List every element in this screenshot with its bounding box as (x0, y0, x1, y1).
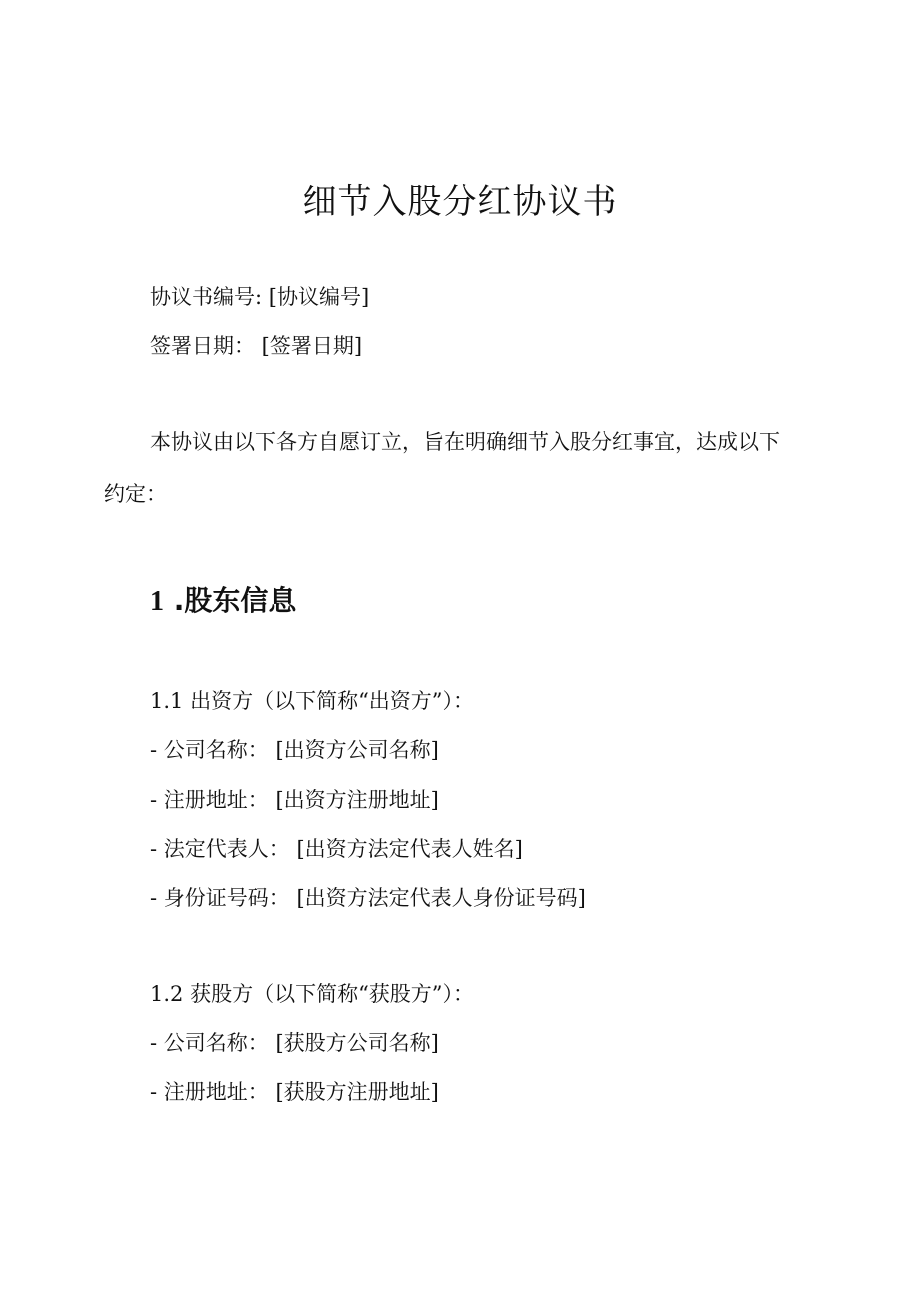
recipient-heading: 1.2 获股方（以下简称“获股方”）： (150, 982, 475, 1006)
intro-paragraph-line-1: 本协议由以下各方自愿订立，旨在明确细节入股分红事宜，达成以下 (150, 430, 780, 454)
recipient-registered-address: - 注册地址： [获股方注册地址] (150, 1080, 439, 1104)
signing-date: 签署日期： [签署日期] (150, 334, 363, 358)
section-title: .股东信息 (164, 584, 297, 617)
recipient-company-name: - 公司名称： [获股方公司名称] (150, 1031, 439, 1055)
investor-heading: 1.1 出资方（以下简称“出资方”）： (150, 689, 475, 713)
intro-paragraph-line-2: 约定： (104, 482, 167, 506)
investor-registered-address: - 注册地址： [出资方注册地址] (150, 788, 439, 812)
section-number: 1 (150, 586, 164, 617)
document-title: 细节入股分红协议书 (302, 182, 618, 222)
agreement-number: 协议书编号: [协议编号] (150, 285, 370, 309)
section-1-heading (150, 581, 296, 622)
investor-company-name: - 公司名称： [出资方公司名称] (150, 738, 439, 762)
investor-legal-representative: - 法定代表人： [出资方法定代表人姓名] (150, 837, 523, 861)
investor-id-number: - 身份证号码： [出资方法定代表人身份证号码] (150, 886, 586, 910)
